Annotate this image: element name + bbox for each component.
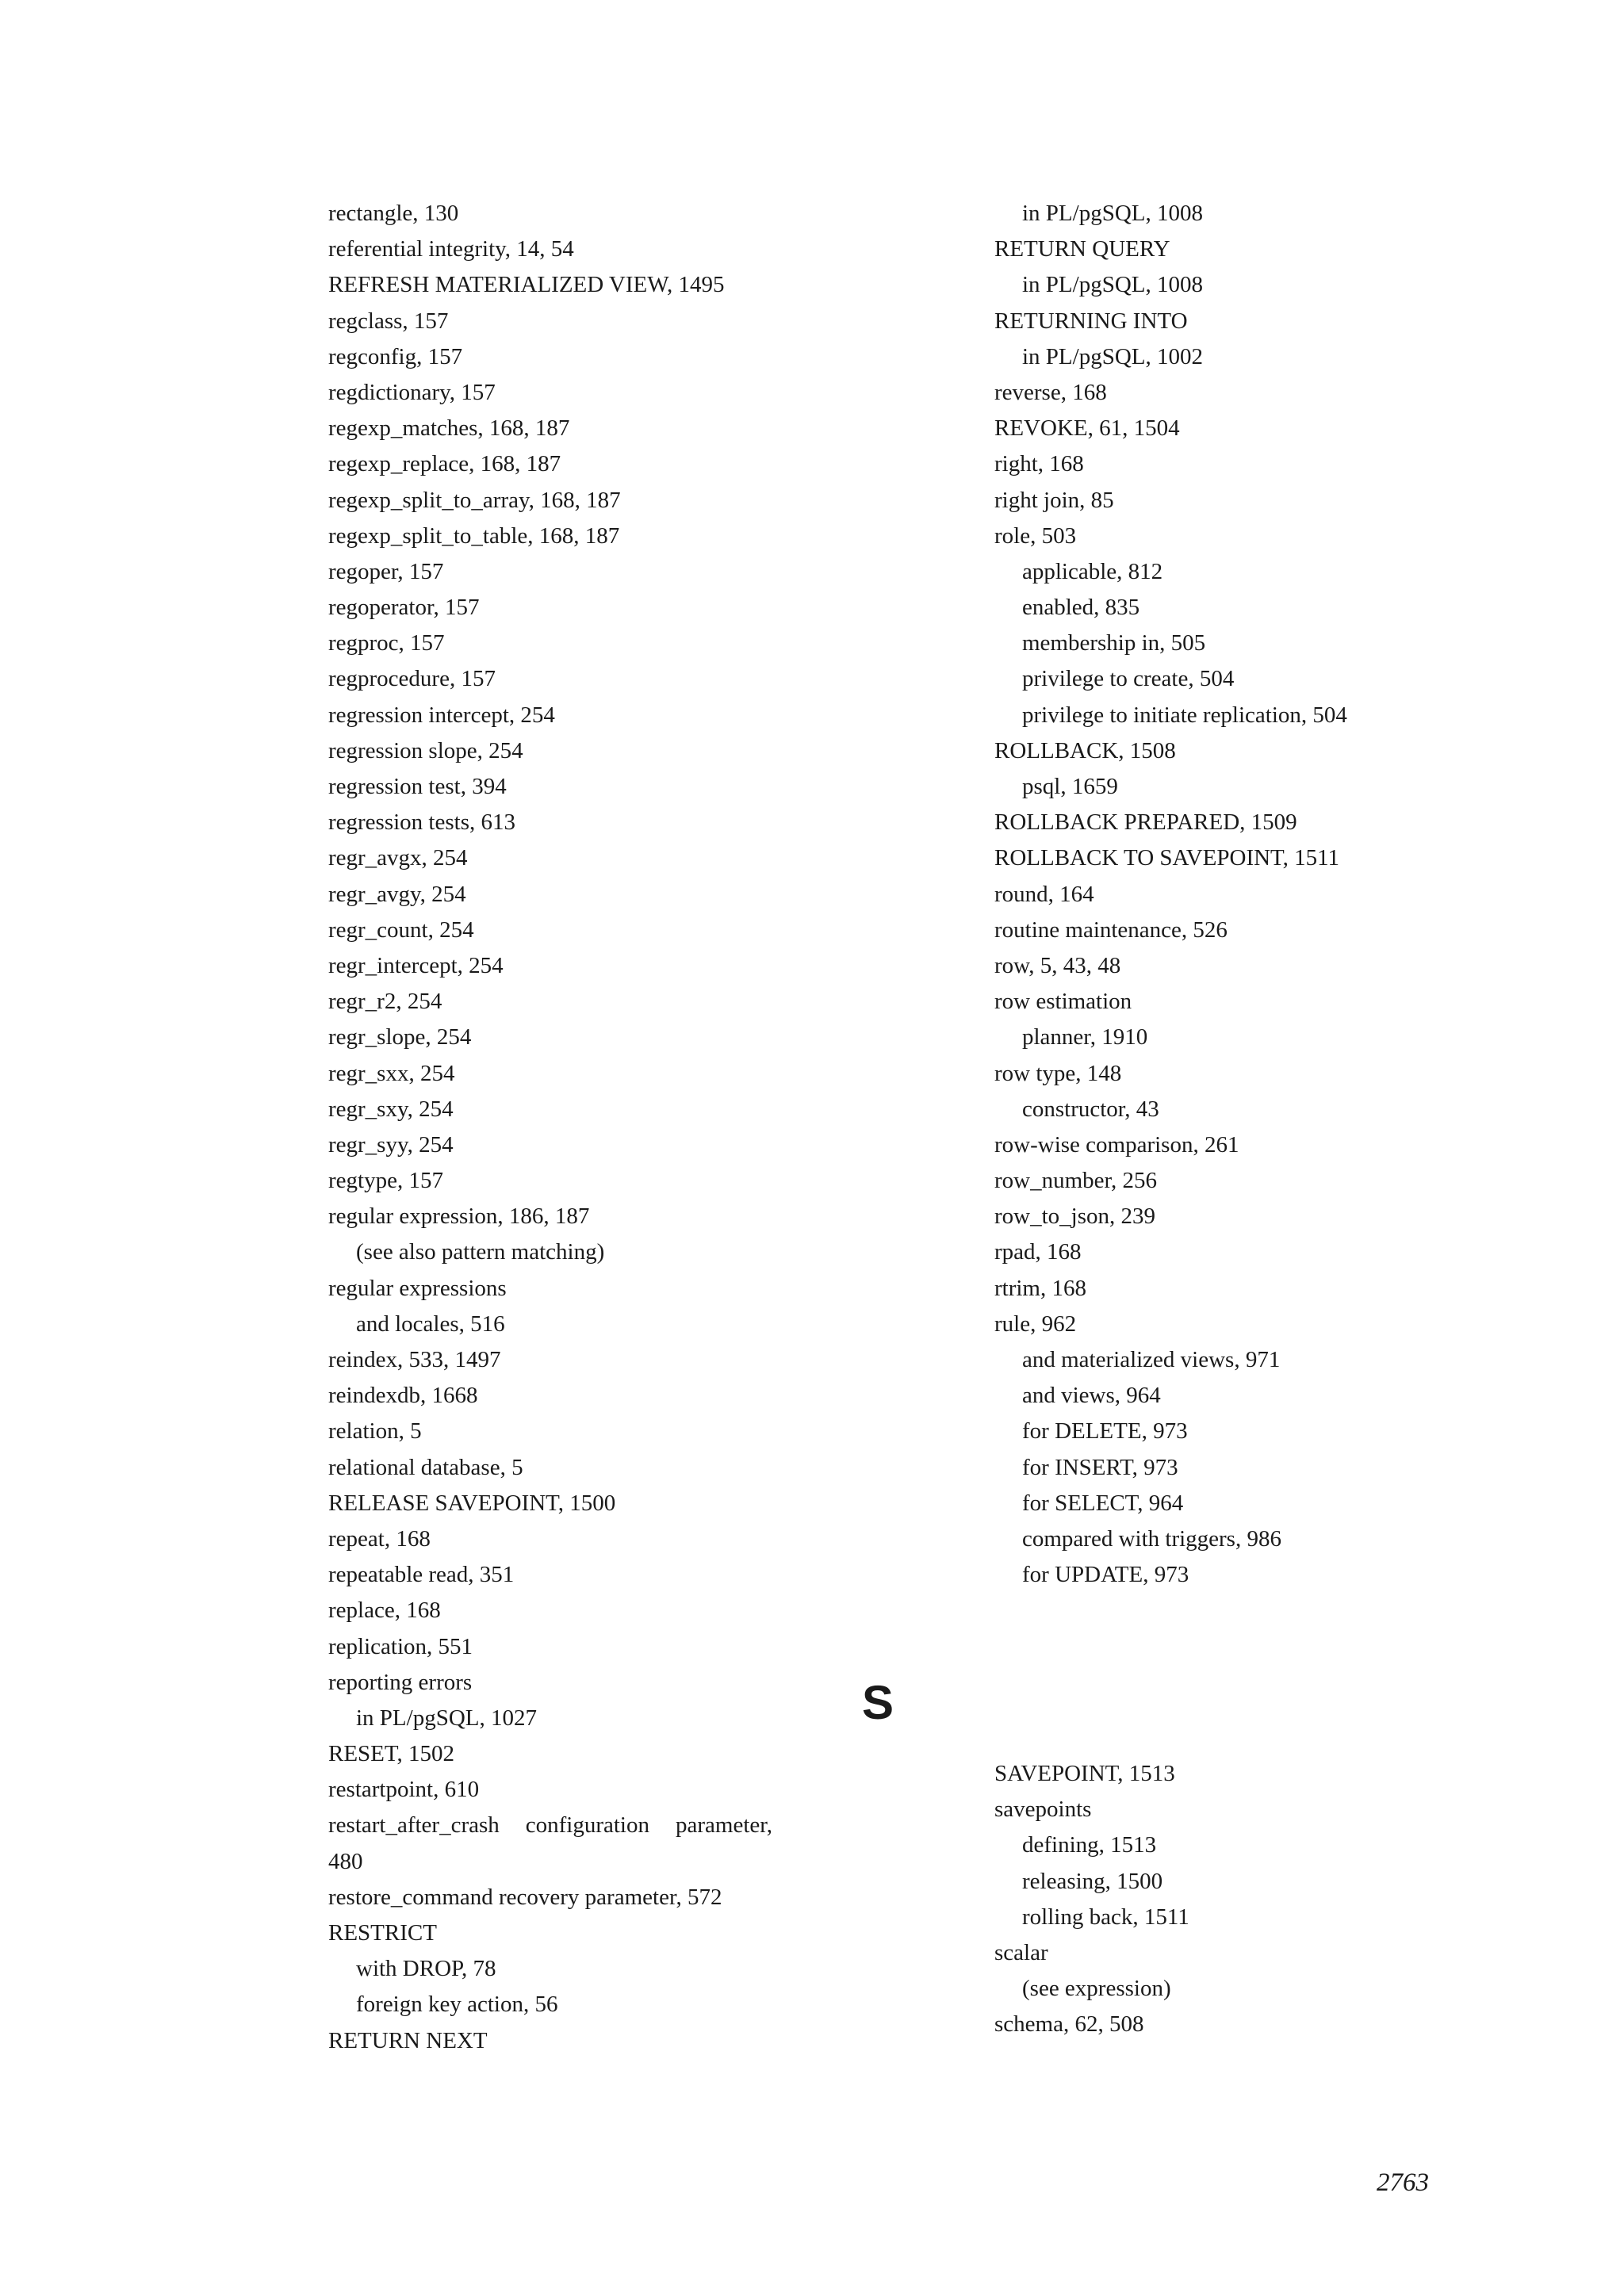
index-entry: regression tests, 613 [328, 809, 515, 836]
index-entry: regr_slope, 254 [328, 1024, 472, 1050]
index-entry: regexp_replace, 168, 187 [328, 451, 561, 477]
index-subentry: and materialized views, 971 [1022, 1347, 1281, 1372]
index-entry: 480 [328, 1848, 363, 1874]
page-number: 2763 [1377, 2168, 1429, 2197]
index-entry: row-wise comparison, 261 [994, 1131, 1239, 1158]
index-subentry: rolling back, 1511 [1022, 1904, 1189, 1930]
index-entry: right join, 85 [994, 487, 1114, 513]
index-entry: rpad, 168 [994, 1239, 1082, 1265]
index-entry: regoper, 157 [328, 558, 444, 584]
index-column-right [994, 196, 1470, 1593]
index-entry: restart_after_crash configuration parameter, [328, 1812, 772, 1839]
index-entry: regr_count, 254 [328, 916, 474, 943]
index-entry: reverse, 168 [994, 379, 1107, 405]
index-subentry: enabled, 835 [1022, 595, 1140, 621]
index-entry: regular expression, 186, 187 [328, 1203, 590, 1230]
index-subentry: for INSERT, 973 [1022, 1454, 1178, 1480]
index-subentry: with DROP, 78 [356, 1956, 496, 1982]
index-subentry: privilege to create, 504 [1022, 666, 1235, 692]
index-entry: scalar [994, 1939, 1048, 1965]
index-subentry: in PL/pgSQL, 1008 [1022, 272, 1203, 298]
index-subentry: (see also pattern matching) [356, 1239, 605, 1265]
index-entry: referential integrity, 14, 54 [328, 236, 574, 262]
index-subentry: and views, 964 [1022, 1383, 1161, 1409]
index-entry: SAVEPOINT, 1513 [994, 1761, 1175, 1786]
index-column-left [328, 196, 772, 2059]
index-entry: relational database, 5 [328, 1454, 523, 1480]
index-subentry: releasing, 1500 [1022, 1868, 1163, 1894]
index-subentry: foreign key action, 56 [356, 1992, 558, 2018]
index-subentry: in PL/pgSQL, 1008 [1022, 201, 1203, 226]
index-subentry: membership in, 505 [1022, 630, 1206, 656]
index-entry: RETURN NEXT [328, 2027, 488, 2053]
index-entry: repeat, 168 [328, 1525, 431, 1552]
index-entry: row_to_json, 239 [994, 1203, 1155, 1230]
index-entry: right, 168 [994, 451, 1084, 477]
index-entry: ROLLBACK PREPARED, 1509 [994, 809, 1297, 836]
index-entry: row_number, 256 [994, 1168, 1158, 1194]
index-entry: RESET, 1502 [328, 1741, 454, 1767]
index-subentry: privilege to initiate replication, 504 [1022, 702, 1347, 728]
index-entry: regr_sxx, 254 [328, 1060, 455, 1086]
index-entry: replication, 551 [328, 1633, 473, 1659]
index-entry: RETURN QUERY [994, 236, 1170, 262]
index-entry: regdictionary, 157 [328, 379, 496, 405]
index-entry: regproc, 157 [328, 630, 445, 656]
index-subentry: constructor, 43 [1022, 1096, 1159, 1122]
index-entry: rtrim, 168 [994, 1275, 1086, 1301]
index-entry: regr_avgx, 254 [328, 845, 468, 871]
index-entry: regr_sxy, 254 [328, 1096, 454, 1122]
index-subentry: for SELECT, 964 [1022, 1490, 1184, 1516]
index-entry: regr_avgy, 254 [328, 881, 466, 907]
index-entry: row type, 148 [994, 1060, 1122, 1086]
index-subentry: (see expression) [1022, 1976, 1171, 2002]
index-entry: regtype, 157 [328, 1168, 443, 1194]
index-entry: role, 503 [994, 522, 1077, 549]
index-entry: regclass, 157 [328, 308, 449, 334]
index-entry: row estimation [994, 989, 1132, 1015]
index-entry: regular expressions [328, 1275, 507, 1301]
index-entry: restartpoint, 610 [328, 1777, 480, 1803]
index-entry: regexp_split_to_array, 168, 187 [328, 487, 621, 513]
index-entry: regr_intercept, 254 [328, 952, 504, 978]
section-letter: S [862, 1676, 894, 1729]
index-subentry: in PL/pgSQL, 1027 [356, 1705, 537, 1731]
index-entry: round, 164 [994, 881, 1094, 907]
index-entry: regprocedure, 157 [328, 666, 496, 692]
index-subentry: in PL/pgSQL, 1002 [1022, 343, 1203, 369]
index-entry: reindex, 533, 1497 [328, 1347, 501, 1372]
index-subentry: planner, 1910 [1022, 1024, 1148, 1050]
index-subentry: psql, 1659 [1022, 774, 1118, 799]
index-entry: row, 5, 43, 48 [994, 952, 1121, 978]
index-entry: rectangle, 130 [328, 201, 459, 226]
index-subentry: and locales, 516 [356, 1311, 505, 1337]
index-entry: reindexdb, 1668 [328, 1383, 478, 1409]
index-entry: schema, 62, 508 [994, 2011, 1144, 2038]
index-entry: replace, 168 [328, 1598, 441, 1624]
index-entry: RESTRICT [328, 1920, 437, 1946]
index-subentry: applicable, 812 [1022, 558, 1163, 584]
index-entry: savepoints [994, 1797, 1092, 1823]
index-entry: regexp_split_to_table, 168, 187 [328, 522, 620, 549]
index-entry: RETURNING INTO [994, 308, 1188, 334]
index-entry: regression slope, 254 [328, 737, 523, 763]
index-subentry: compared with triggers, 986 [1022, 1525, 1281, 1552]
index-entry: regconfig, 157 [328, 343, 463, 369]
index-entry: restore_command recovery parameter, 572 [328, 1884, 722, 1910]
index-entry: regoperator, 157 [328, 595, 480, 621]
index-entry: regr_syy, 254 [328, 1131, 454, 1158]
index-section-s [994, 1756, 1470, 2043]
index-entry: regexp_matches, 168, 187 [328, 415, 570, 442]
index-entry: regression intercept, 254 [328, 702, 555, 728]
index-subentry: for DELETE, 973 [1022, 1418, 1188, 1445]
index-entry: reporting errors [328, 1669, 473, 1695]
index-entry: rule, 962 [994, 1311, 1077, 1337]
index-entry: REFRESH MATERIALIZED VIEW, 1495 [328, 272, 725, 298]
index-entry: relation, 5 [328, 1418, 422, 1445]
index-subentry: for UPDATE, 973 [1022, 1562, 1189, 1588]
index-entry: RELEASE SAVEPOINT, 1500 [328, 1490, 616, 1516]
index-entry: repeatable read, 351 [328, 1562, 515, 1588]
index-entry: regression test, 394 [328, 774, 507, 799]
index-entry: routine maintenance, 526 [994, 916, 1228, 943]
index-entry: ROLLBACK, 1508 [994, 737, 1176, 763]
index-entry: REVOKE, 61, 1504 [994, 415, 1180, 442]
index-entry: ROLLBACK TO SAVEPOINT, 1511 [994, 845, 1340, 871]
index-entry: regr_r2, 254 [328, 989, 442, 1015]
index-subentry: defining, 1513 [1022, 1832, 1157, 1858]
